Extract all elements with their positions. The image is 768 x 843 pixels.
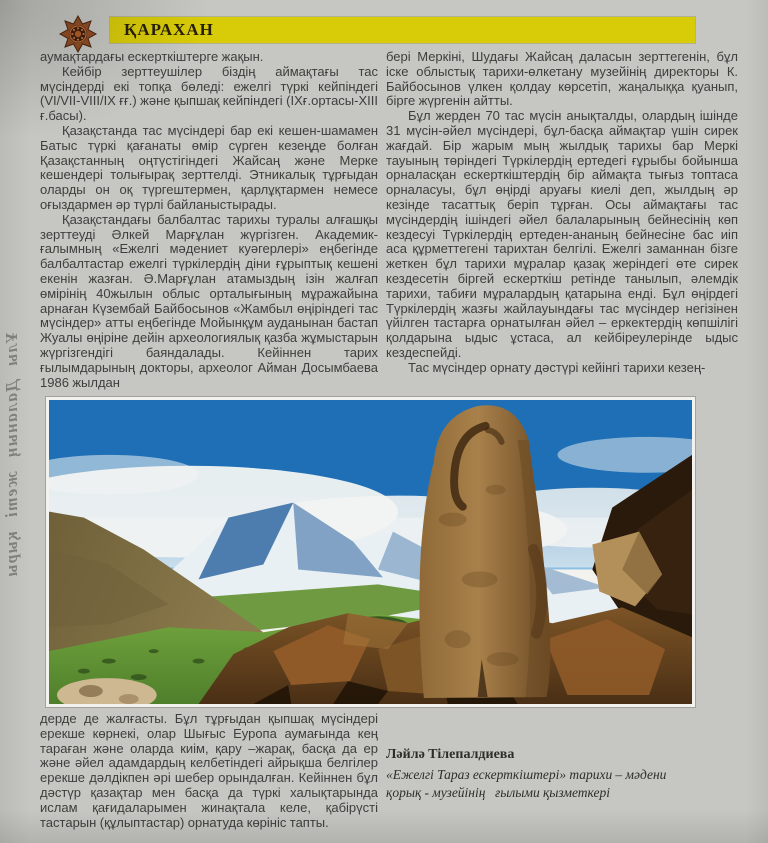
author-title-line2: қорық - музейінің ғылыми қызметкері <box>386 784 610 800</box>
paragraph: Қазақстанда тас мүсіндері бар екі кешен-шамамен Батыс түркі қағанаты өмір сүрген кезеңде болған Қазақстанның оңтүстігіндегі Жайсаң және Мерке кешендері толығырақ зерттелді. Этникалық тұрғыдан оларды он оқ түргештермен, қарлұқтармен немесе оғыздармен әр түрлі байланыстырады. <box>40 122 378 212</box>
chapter-title-bar <box>110 17 695 43</box>
balbal-statue-photo <box>45 396 696 708</box>
balbal-statue-photo-art <box>49 400 692 704</box>
article-left-column <box>40 50 378 390</box>
side-banner-text: Ұлы Даланың жеті қыры <box>2 332 21 579</box>
rosette-emblem-icon <box>57 15 99 53</box>
author-signature-block <box>386 712 738 830</box>
paragraph: бері Меркіні, Шудағы Жайсаң даласын зерттегенін, бұл іске облыстық тарихи-өлкетану музейінің директоры К. Байбосынов үлкен қолдау көрсетіп, жаңалыққа қуанып, бірге жүргенін айтты. <box>386 49 738 109</box>
article-right-column <box>386 50 738 390</box>
paragraph: Кейбір зерттеушілер біздің аймақтағы тас мүсіндерді екі топқа бөледі: ежелгі түркі кейпіндегі (VI/VII-VIII/IX ғғ.) және қыпшақ кейпіндегі (IXғ.ортасы-XIII ғ.басы). <box>40 63 378 124</box>
paragraph: Тас мүсіндер орнату дәстүрі кейінгі тарихи кезең- <box>408 359 706 375</box>
article-upper <box>40 50 738 390</box>
paragraph: аумақтардағы ескерткіштерге жақын. <box>40 49 264 64</box>
article-left-bottom-column <box>40 712 378 830</box>
author-name: Ләйлә Тілепалдиева <box>386 747 515 762</box>
paragraph: дерде де жалғасты. Бұл тұрғыдан қыпшақ мүсіндері ерекше көрнекі, олар Шығыс Еуропа аумағында кең тараған және оларда киім, қару –жарақ, басқа да ер және әйел адамдардың келбетіндегі айрықша белгілер ерекше дәлдікпен әрі шебер орындалған. Кейіннен бұл дәстүр қазақтар мен басқа да түркі халықтарында ислам қағидаларымен жинақтала келе, қабірүсті тастарын (құлыптастар) орнатуда көрініс тапты. <box>40 711 378 830</box>
author-title-line1: «Ежелгі Тараз ескерткіштері» тарихи – мәдени <box>386 766 667 782</box>
article-lower <box>40 712 738 830</box>
paragraph: Бұл жерден 70 тас мүсін анықталды, олардың ішінде 31 мүсін-әйел мүсіндері, бұл-басқа аймақтар үшін сирек жағдай. Бір жарым мың жылдық тарихы бар Меркі тауының төріндегі Түркілердің ертедегі ғұрыбы бойынша орналасқан ескерткіштердің бір аймақта тығыз топтаса орналасуы, бұл өңірді аруағы киелі деп, жылдың әр кезінде тасаттық беріп тұрған. Осы аймақтағы тас мүсіндердің ішіндегі әйел балаларының бейнесінің көп кездесуі Түркілердің ертеден-ананың бейнесіне бас иіп аса құрметтегені тарихтан белгілі. Ежелгі заманнан бізге жеткен бұл тарихи мұралар қазақ жеріндегі өте сирек кездесетін біргей ескерткіш ретінде танылып, әлемдік тарихи, табиғи мұралардың қатарына енді. Бұл өңірдегі Түркілердің жазғы жайлауындағы тас мүсіндер негізінен үйілген тастарға орнатылған әйел – еркектердің көпшілігі қолдарына ыдыс ұстаса, ал кейбіреулерінде ыдыс кездеспейді. <box>386 108 738 360</box>
paragraph: Қазақстандағы балбалтас тарихы туралы алғашқы зерттеуді Әлкей Марғұлан жүргізген. Академик-ғалымның «Ежелгі мәдениет куәгерлері» еңбегінде балбалтастар ежелгі түркілердің діни ғұрыптық кешені екенін жазған. Ә.Марғұлан атамыздың ізін жалғап өмірінің 40жылын облыс орталығының мұражайына арнаған Күзембай Байбосынов «Жамбыл өңіріндегі тас мүсіндер» атты еңбегінде Мойынқұм ауданынан бастап Жуалы өңіріне дейін археологиялық қазба жұмыстарын жүргізгендігі баяндалады. Кейіннен тарих ғылымдарының докторы, археолог Айман Досымбаева 1986 жылдан <box>40 211 378 390</box>
chapter-title: ҚАРАХАН <box>124 20 214 39</box>
